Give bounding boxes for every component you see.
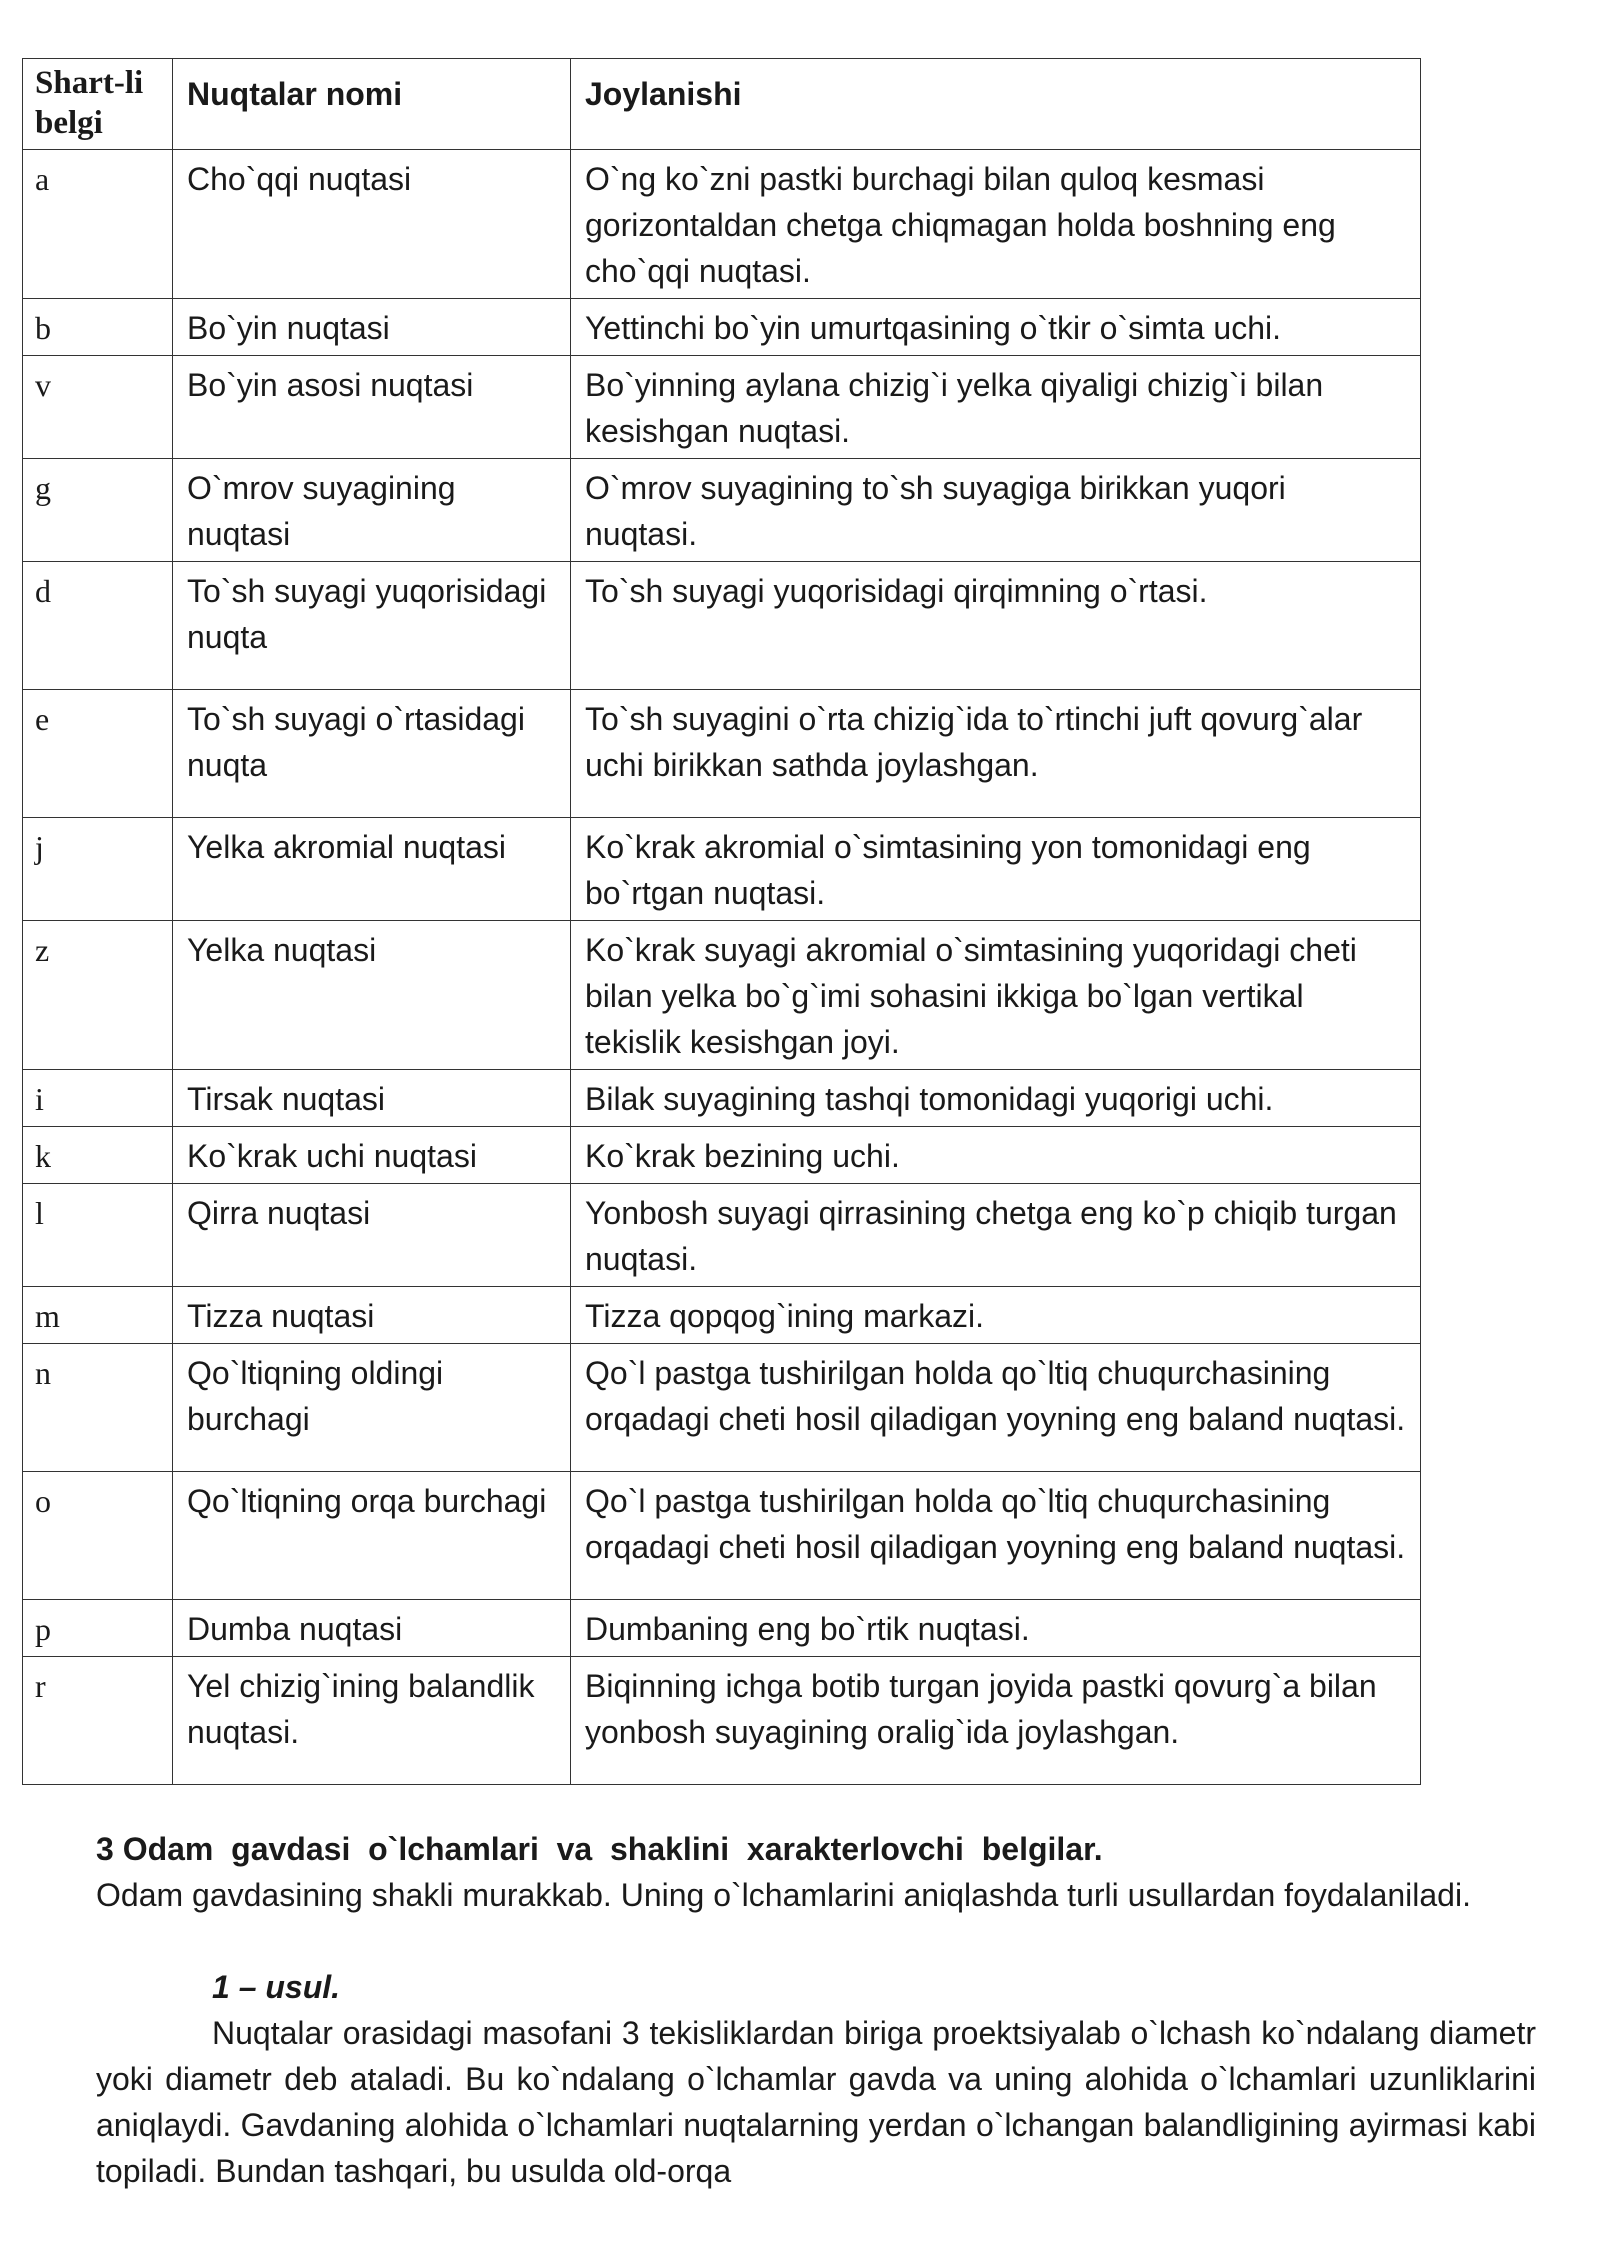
point-name-cell: Tirsak nuqtasi [173, 1070, 571, 1127]
table-row [23, 299, 1421, 356]
point-name-cell: Bo`yin asosi nuqtasi [173, 356, 571, 459]
table-row [23, 690, 1421, 818]
table-row [23, 459, 1421, 562]
symbol-cell: j [23, 818, 173, 921]
table-row [23, 1287, 1421, 1344]
symbol-cell: b [23, 299, 173, 356]
table-row [23, 1472, 1421, 1600]
location-cell: Tizza qopqog`ining markazi. [571, 1287, 1421, 1344]
location-cell: Qo`l pastga tushirilgan holda qo`ltiq chuqurchasining orqadagi cheti hosil qiladigan yoyning eng baland nuqtasi. [571, 1344, 1421, 1472]
anthropometric-points-table [22, 58, 1421, 1785]
header-location: Joylanishi [571, 59, 1421, 150]
method-heading: 1 – usul. [212, 1969, 341, 2005]
location-cell: Biqinning ichga botib turgan joyida pastki qovurg`a bilan yonbosh suyagining oralig`ida joylashgan. [571, 1657, 1421, 1785]
symbol-cell: n [23, 1344, 173, 1472]
point-name-cell: Yelka akromial nuqtasi [173, 818, 571, 921]
table-row [23, 1184, 1421, 1287]
table-row [23, 1127, 1421, 1184]
point-name-cell: To`sh suyagi yuqorisidagi nuqta [173, 562, 571, 690]
location-cell: Yettinchi bo`yin umurtqasining o`tkir o`simta uchi. [571, 299, 1421, 356]
symbol-cell: a [23, 150, 173, 299]
table-row [23, 921, 1421, 1070]
point-name-cell: Qo`ltiqning orqa burchagi [173, 1472, 571, 1600]
point-name-cell: O`mrov suyagining nuqtasi [173, 459, 571, 562]
location-cell: Bo`yinning aylana chizig`i yelka qiyaligi chizig`i bilan kesishgan nuqtasi. [571, 356, 1421, 459]
table-row [23, 1070, 1421, 1127]
header-symbol: Shart-li belgi [23, 59, 173, 150]
table-body [23, 150, 1421, 1785]
point-name-cell: Qo`ltiqning oldingi burchagi [173, 1344, 571, 1472]
point-name-cell: Yelka nuqtasi [173, 921, 571, 1070]
table-row [23, 1657, 1421, 1785]
symbol-cell: m [23, 1287, 173, 1344]
symbol-cell: e [23, 690, 173, 818]
location-cell: Bilak suyagining tashqi tomonidagi yuqorigi uchi. [571, 1070, 1421, 1127]
section-heading: 3 Odam gavdasi o`lchamlari va shaklini xarakterlovchi belgilar. [96, 1831, 1103, 1867]
symbol-cell: d [23, 562, 173, 690]
location-cell: Ko`krak bezining uchi. [571, 1127, 1421, 1184]
table-row [23, 562, 1421, 690]
location-cell: O`mrov suyagining to`sh suyagiga birikkan yuqori nuqtasi. [571, 459, 1421, 562]
symbol-cell: l [23, 1184, 173, 1287]
header-point-name: Nuqtalar nomi [173, 59, 571, 150]
symbol-cell: g [23, 459, 173, 562]
table-header-row [23, 59, 1421, 150]
table-row [23, 150, 1421, 299]
location-cell: Yonbosh suyagi qirrasining chetga eng ko`p chiqib turgan nuqtasi. [571, 1184, 1421, 1287]
point-name-cell: Tizza nuqtasi [173, 1287, 571, 1344]
point-name-cell: Yel chizig`ining balandlik nuqtasi. [173, 1657, 571, 1785]
location-cell: To`sh suyagini o`rta chizig`ida to`rtinchi juft qovurg`alar uchi birikkan sathda joylashgan. [571, 690, 1421, 818]
point-name-cell: Qirra nuqtasi [173, 1184, 571, 1287]
table-row [23, 818, 1421, 921]
symbol-cell: i [23, 1070, 173, 1127]
symbol-cell: o [23, 1472, 173, 1600]
location-cell: O`ng ko`zni pastki burchagi bilan quloq kesmasi gorizontaldan chetga chiqmagan holda boshning eng cho`qqi nuqtasi. [571, 150, 1421, 299]
location-cell: Ko`krak suyagi akromial o`simtasining yuqoridagi cheti bilan yelka bo`g`imi sohasini ikkiga bo`lgan vertikal tekislik kesishgan joyi. [571, 921, 1421, 1070]
point-name-cell: Ko`krak uchi nuqtasi [173, 1127, 571, 1184]
location-cell: To`sh suyagi yuqorisidagi qirqimning o`rtasi. [571, 562, 1421, 690]
symbol-cell: r [23, 1657, 173, 1785]
symbol-cell: z [23, 921, 173, 1070]
intro-paragraph: Odam gavdasining shakli murakkab. Uning o`lchamlarini aniqlashda turli usullardan foydalaniladi. [96, 1877, 1471, 1913]
point-name-cell: To`sh suyagi o`rtasidagi nuqta [173, 690, 571, 818]
point-name-cell: Bo`yin nuqtasi [173, 299, 571, 356]
location-cell: Dumbaning eng bo`rtik nuqtasi. [571, 1600, 1421, 1657]
table-row [23, 1344, 1421, 1472]
point-name-cell: Dumba nuqtasi [173, 1600, 571, 1657]
symbol-cell: p [23, 1600, 173, 1657]
method-paragraph: Nuqtalar orasidagi masofani 3 tekisliklardan biriga proektsiyalab o`lchash ko`ndalang diametr yoki diametr deb ataladi. Bu ko`ndalang o`lchamlar gavda va uning alohida o`lchamlari uzunliklarini aniqlaydi. Gavdaning alohida o`lchamlari nuqtalarning yerdan o`lchangan balandligining ayirmasi kabi topiladi. Bundan tashqari, bu usulda old-orqa [96, 2015, 1536, 2189]
symbol-cell: v [23, 356, 173, 459]
table-row [23, 1600, 1421, 1657]
location-cell: Qo`l pastga tushirilgan holda qo`ltiq chuqurchasining orqadagi cheti hosil qiladigan yoyning eng baland nuqtasi. [571, 1472, 1421, 1600]
location-cell: Ko`krak akromial o`simtasining yon tomonidagi eng bo`rtgan nuqtasi. [571, 818, 1421, 921]
table-row [23, 356, 1421, 459]
symbol-cell: k [23, 1127, 173, 1184]
point-name-cell: Cho`qqi nuqtasi [173, 150, 571, 299]
